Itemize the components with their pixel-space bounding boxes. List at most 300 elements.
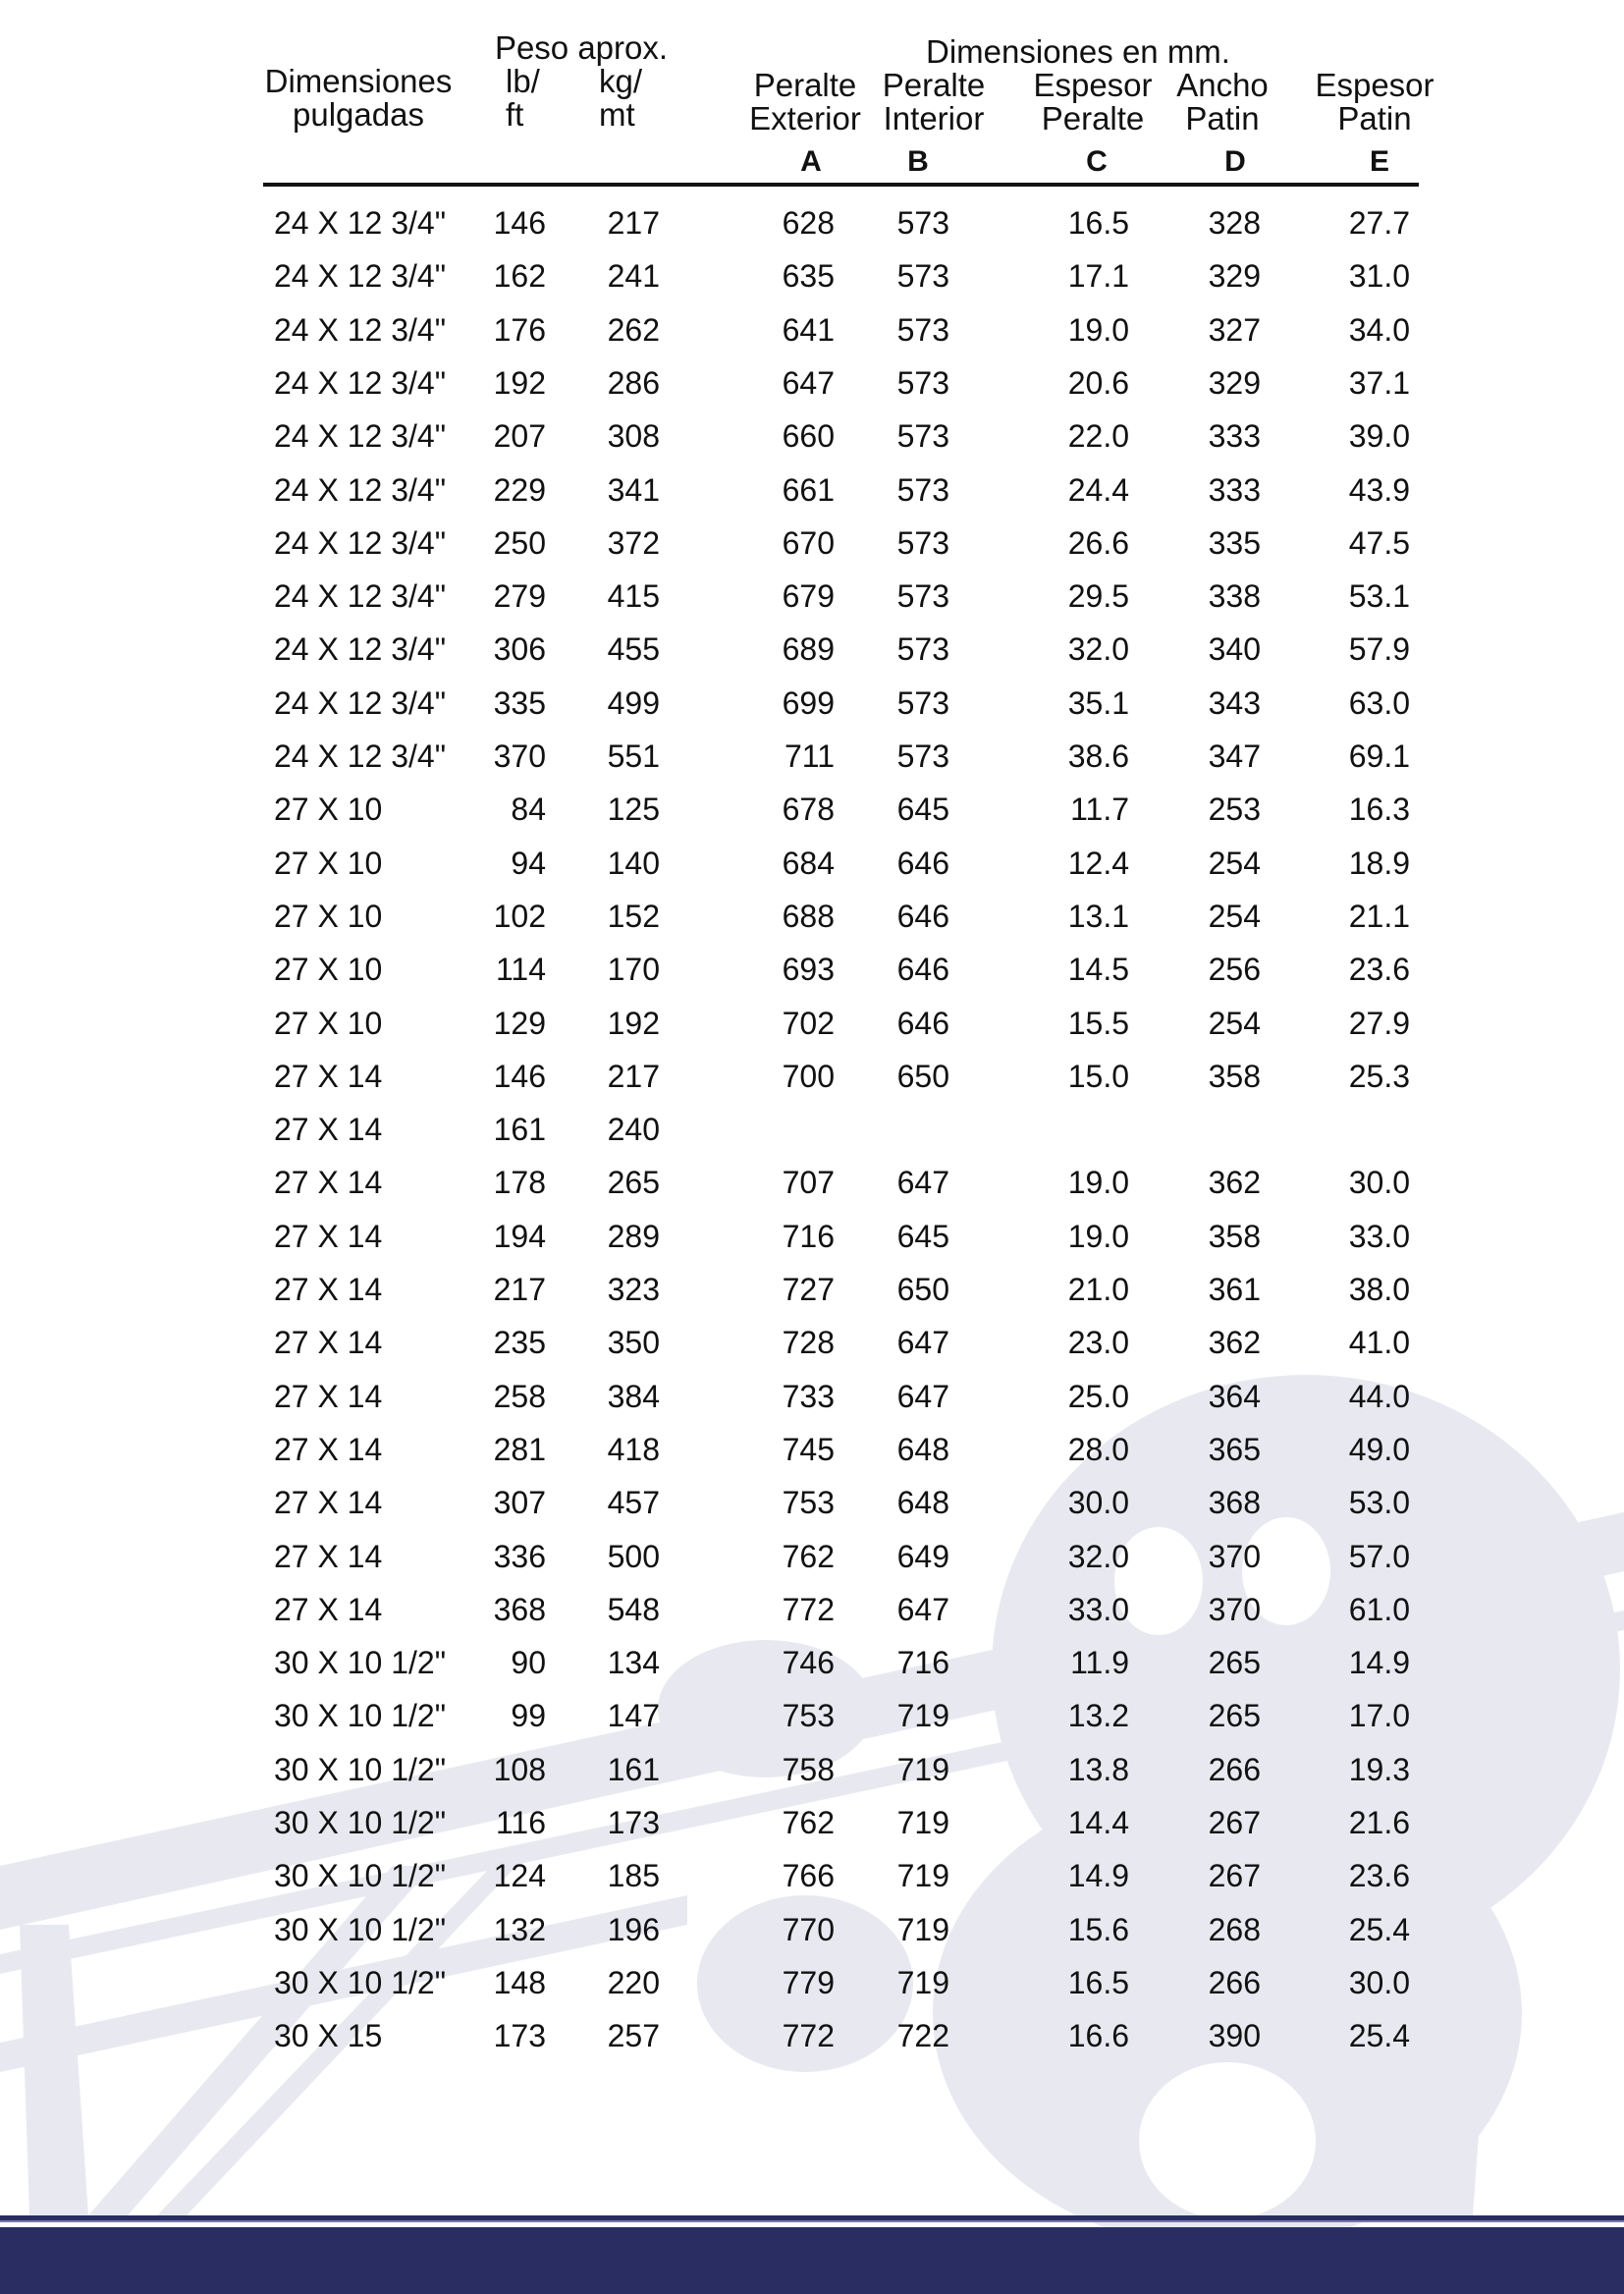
cell-espesor-patin: 43.9 — [1348, 471, 1410, 508]
footer-band — [0, 2227, 1624, 2294]
cell-kg-mt: 241 — [607, 258, 660, 295]
header-lb-ft: lb/ ft — [506, 63, 540, 133]
header-col-a: Peralte Exterior — [749, 67, 861, 137]
table-row — [0, 1590, 1624, 1643]
table-row — [0, 1057, 1624, 1110]
cell-ancho-patin: 364 — [1208, 1378, 1261, 1414]
footer-line-accent — [0, 2220, 1624, 2222]
cell-kg-mt: 289 — [607, 1218, 660, 1254]
cell-kg-mt: 350 — [607, 1325, 660, 1361]
cell-espesor-patin: 57.0 — [1348, 1538, 1410, 1574]
cell-kg-mt: 286 — [607, 364, 660, 401]
cell-peralte-interior: 646 — [896, 1005, 949, 1041]
cell-ancho-patin: 329 — [1208, 364, 1261, 401]
cell-espesor-peralte: 17.1 — [1067, 258, 1129, 295]
cell-peralte-interior: 573 — [896, 364, 949, 401]
cell-lb-ft: 250 — [493, 524, 546, 561]
table-row — [0, 1696, 1624, 1749]
cell-ancho-patin: 254 — [1208, 1005, 1261, 1041]
cell-dimension: 30 X 10 1/2" — [274, 1751, 447, 1787]
cell-espesor-peralte: 26.6 — [1067, 524, 1129, 561]
cell-peralte-exterior: 733 — [782, 1378, 835, 1414]
cell-peralte-interior: 650 — [896, 1058, 949, 1094]
table-row — [0, 790, 1624, 843]
cell-lb-ft: 94 — [511, 845, 546, 881]
cell-lb-ft: 162 — [493, 258, 546, 295]
cell-dimension: 30 X 10 1/2" — [274, 1964, 447, 2000]
cell-dimension: 27 X 14 — [274, 1485, 383, 1521]
cell-kg-mt: 308 — [607, 418, 660, 455]
cell-peralte-interior: 645 — [896, 792, 949, 828]
cell-espesor-patin: 25.4 — [1348, 1911, 1410, 1947]
cell-peralte-interior: 573 — [896, 258, 949, 295]
cell-ancho-patin: 254 — [1208, 898, 1261, 934]
cell-kg-mt: 548 — [607, 1591, 660, 1627]
table-row — [0, 1750, 1624, 1803]
cell-peralte-interior: 719 — [896, 1805, 949, 1840]
header-dimensiones-pulgadas: Dimensiones pulgadas — [264, 63, 453, 133]
table-row — [0, 1270, 1624, 1323]
cell-dimension: 27 X 10 — [274, 845, 383, 881]
cell-espesor-patin: 34.0 — [1348, 311, 1410, 348]
cell-peralte-interior: 647 — [896, 1591, 949, 1627]
cell-dimension: 30 X 10 1/2" — [274, 1698, 447, 1734]
header-col-b: Peralte Interior — [882, 67, 986, 137]
cell-lb-ft: 207 — [493, 418, 546, 455]
cell-kg-mt: 220 — [607, 1964, 660, 2000]
table-row — [0, 1377, 1624, 1430]
cell-espesor-patin: 19.3 — [1348, 1751, 1410, 1787]
cell-espesor-peralte: 15.6 — [1067, 1911, 1129, 1947]
cell-ancho-patin: 254 — [1208, 845, 1261, 881]
cell-peralte-interior: 648 — [896, 1485, 949, 1521]
cell-espesor-peralte: 11.7 — [1070, 792, 1129, 828]
cell-espesor-patin: 25.4 — [1348, 2018, 1410, 2054]
cell-espesor-patin: 69.1 — [1348, 738, 1410, 774]
cell-kg-mt: 217 — [607, 1058, 660, 1094]
cell-peralte-interior: 716 — [896, 1645, 949, 1681]
cell-dimension: 27 X 14 — [274, 1591, 383, 1627]
cell-lb-ft: 148 — [493, 1964, 546, 2000]
cell-lb-ft: 281 — [493, 1431, 546, 1467]
cell-espesor-peralte: 16.5 — [1067, 1964, 1129, 2000]
cell-peralte-exterior: 762 — [782, 1805, 835, 1840]
cell-dimension: 27 X 10 — [274, 952, 383, 988]
cell-lb-ft: 116 — [495, 1805, 546, 1840]
cell-ancho-patin: 343 — [1208, 684, 1261, 721]
cell-dimension: 30 X 10 1/2" — [274, 1805, 447, 1840]
cell-peralte-exterior: 746 — [782, 1645, 835, 1681]
table-row — [0, 523, 1624, 576]
cell-peralte-exterior: 678 — [782, 792, 835, 828]
cell-peralte-interior: 647 — [896, 1165, 949, 1201]
cell-lb-ft: 336 — [493, 1538, 546, 1574]
cell-kg-mt: 323 — [607, 1272, 660, 1307]
cell-peralte-exterior: 688 — [782, 898, 835, 934]
cell-kg-mt: 415 — [607, 578, 660, 615]
cell-peralte-exterior: 647 — [782, 364, 835, 401]
cell-peralte-interior: 650 — [896, 1272, 949, 1307]
cell-peralte-interior: 648 — [896, 1431, 949, 1467]
table-row — [0, 1963, 1624, 2016]
cell-espesor-patin: 18.9 — [1348, 845, 1410, 881]
cell-espesor-peralte: 19.0 — [1067, 1218, 1129, 1254]
cell-peralte-exterior: 753 — [782, 1485, 835, 1521]
cell-lb-ft: 108 — [493, 1751, 546, 1787]
cell-lb-ft: 279 — [493, 578, 546, 615]
cell-espesor-patin: 14.9 — [1348, 1645, 1410, 1681]
cell-espesor-peralte: 13.2 — [1067, 1698, 1129, 1734]
cell-dimension: 24 X 12 3/4" — [274, 205, 447, 241]
table-row — [0, 1217, 1624, 1270]
cell-lb-ft: 335 — [493, 684, 546, 721]
cell-kg-mt: 161 — [607, 1751, 660, 1787]
table-row — [0, 256, 1624, 309]
cell-ancho-patin: 266 — [1208, 1964, 1261, 2000]
cell-espesor-peralte: 23.0 — [1067, 1325, 1129, 1361]
cell-lb-ft: 306 — [493, 631, 546, 668]
cell-kg-mt: 257 — [607, 2018, 660, 2054]
cell-peralte-interior: 573 — [896, 418, 949, 455]
cell-peralte-interior: 573 — [896, 311, 949, 348]
table-row — [0, 844, 1624, 897]
cell-peralte-exterior: 707 — [782, 1165, 835, 1201]
cell-espesor-patin: 63.0 — [1348, 684, 1410, 721]
cell-ancho-patin: 265 — [1208, 1698, 1261, 1734]
cell-espesor-patin: 39.0 — [1348, 418, 1410, 455]
cell-peralte-exterior: 693 — [782, 952, 835, 988]
cell-peralte-interior: 719 — [896, 1911, 949, 1947]
cell-kg-mt: 457 — [607, 1485, 660, 1521]
table-row — [0, 629, 1624, 683]
cell-espesor-patin: 31.0 — [1348, 258, 1410, 295]
cell-espesor-peralte: 20.6 — [1067, 364, 1129, 401]
header-letter-b: B — [907, 145, 929, 178]
cell-ancho-patin: 328 — [1208, 205, 1261, 241]
cell-kg-mt: 152 — [607, 898, 660, 934]
cell-dimension: 27 X 10 — [274, 792, 383, 828]
table-row — [0, 1856, 1624, 1909]
cell-kg-mt: 551 — [607, 738, 660, 774]
cell-ancho-patin: 338 — [1208, 578, 1261, 615]
cell-lb-ft: 176 — [493, 311, 546, 348]
cell-espesor-patin: 21.6 — [1348, 1805, 1410, 1840]
cell-espesor-patin: 16.3 — [1348, 792, 1410, 828]
cell-espesor-peralte: 16.5 — [1067, 205, 1129, 241]
cell-ancho-patin: 365 — [1208, 1431, 1261, 1467]
cell-peralte-exterior: 772 — [782, 1591, 835, 1627]
cell-peralte-exterior: 762 — [782, 1538, 835, 1574]
cell-espesor-peralte: 13.8 — [1067, 1751, 1129, 1787]
cell-lb-ft: 161 — [493, 1112, 546, 1148]
cell-espesor-peralte: 38.6 — [1067, 738, 1129, 774]
cell-kg-mt: 170 — [607, 952, 660, 988]
cell-ancho-patin: 268 — [1208, 1911, 1261, 1947]
header-letter-c: C — [1086, 145, 1108, 178]
header-col-c: Espesor Peralte — [1033, 67, 1153, 137]
cell-lb-ft: 194 — [493, 1218, 546, 1254]
cell-peralte-interior: 645 — [896, 1218, 949, 1254]
cell-espesor-patin: 49.0 — [1348, 1431, 1410, 1467]
cell-dimension: 27 X 14 — [274, 1058, 383, 1094]
cell-peralte-exterior: 711 — [784, 738, 835, 774]
cell-peralte-interior: 646 — [896, 952, 949, 988]
cell-kg-mt: 134 — [607, 1645, 660, 1681]
cell-kg-mt: 217 — [607, 205, 660, 241]
cell-espesor-peralte: 22.0 — [1067, 418, 1129, 455]
cell-peralte-interior: 646 — [896, 898, 949, 934]
table-row — [0, 737, 1624, 790]
cell-peralte-interior: 573 — [896, 578, 949, 615]
cell-dimension: 30 X 15 — [274, 2018, 383, 2054]
cell-espesor-patin: 21.1 — [1348, 898, 1410, 934]
cell-peralte-exterior: 772 — [782, 2018, 835, 2054]
cell-dimension: 27 X 14 — [274, 1431, 383, 1467]
header-kg-mt: kg/ mt — [599, 63, 643, 133]
cell-dimension: 27 X 14 — [274, 1538, 383, 1574]
cell-kg-mt: 147 — [607, 1698, 660, 1734]
cell-espesor-patin: 47.5 — [1348, 524, 1410, 561]
cell-ancho-patin: 327 — [1208, 311, 1261, 348]
cell-lb-ft: 173 — [493, 2018, 546, 2054]
header-rule — [263, 183, 1419, 187]
cell-peralte-interior: 573 — [896, 738, 949, 774]
cell-espesor-patin: 38.0 — [1348, 1272, 1410, 1307]
table-row — [0, 1483, 1624, 1536]
cell-espesor-patin: 30.0 — [1348, 1165, 1410, 1201]
cell-dimension: 24 X 12 3/4" — [274, 578, 447, 615]
cell-ancho-patin: 253 — [1208, 792, 1261, 828]
cell-lb-ft: 368 — [493, 1591, 546, 1627]
cell-peralte-exterior: 770 — [782, 1911, 835, 1947]
cell-ancho-patin: 267 — [1208, 1805, 1261, 1840]
cell-espesor-peralte: 30.0 — [1067, 1485, 1129, 1521]
cell-espesor-patin: 41.0 — [1348, 1325, 1410, 1361]
cell-peralte-interior: 649 — [896, 1538, 949, 1574]
table-row — [0, 1004, 1624, 1057]
cell-lb-ft: 229 — [493, 471, 546, 508]
cell-peralte-exterior: 727 — [782, 1272, 835, 1307]
cell-ancho-patin: 370 — [1208, 1538, 1261, 1574]
cell-kg-mt: 140 — [607, 845, 660, 881]
cell-lb-ft: 84 — [511, 792, 546, 828]
table-row — [0, 2016, 1624, 2069]
cell-dimension: 27 X 14 — [274, 1272, 383, 1307]
cell-espesor-patin: 27.9 — [1348, 1005, 1410, 1041]
cell-dimension: 27 X 10 — [274, 898, 383, 934]
cell-espesor-patin: 27.7 — [1348, 205, 1410, 241]
table-row — [0, 470, 1624, 523]
cell-kg-mt: 240 — [607, 1112, 660, 1148]
header-dimensiones-mm: Dimensiones en mm. — [926, 33, 1230, 70]
cell-peralte-exterior: 635 — [782, 258, 835, 295]
cell-espesor-peralte: 19.0 — [1067, 311, 1129, 348]
cell-lb-ft: 90 — [511, 1645, 546, 1681]
table-row — [0, 416, 1624, 469]
cell-peralte-interior: 647 — [896, 1325, 949, 1361]
cell-lb-ft: 178 — [493, 1165, 546, 1201]
cell-ancho-patin: 333 — [1208, 471, 1261, 508]
cell-dimension: 24 X 12 3/4" — [274, 364, 447, 401]
cell-espesor-peralte: 24.4 — [1067, 471, 1129, 508]
cell-espesor-peralte: 16.6 — [1067, 2018, 1129, 2054]
cell-espesor-peralte: 25.0 — [1067, 1378, 1129, 1414]
cell-espesor-peralte: 33.0 — [1067, 1591, 1129, 1627]
cell-peralte-exterior: 702 — [782, 1005, 835, 1041]
cell-ancho-patin: 329 — [1208, 258, 1261, 295]
cell-lb-ft: 258 — [493, 1378, 546, 1414]
cell-lb-ft: 102 — [493, 898, 546, 934]
cell-peralte-exterior: 728 — [782, 1325, 835, 1361]
table-row — [0, 363, 1624, 416]
cell-espesor-peralte: 15.0 — [1067, 1058, 1129, 1094]
cell-peralte-exterior: 641 — [782, 311, 835, 348]
cell-dimension: 27 X 14 — [274, 1325, 383, 1361]
cell-peralte-exterior: 689 — [782, 631, 835, 668]
cell-ancho-patin: 265 — [1208, 1645, 1261, 1681]
cell-kg-mt: 372 — [607, 524, 660, 561]
cell-dimension: 27 X 10 — [274, 1005, 383, 1041]
cell-ancho-patin: 266 — [1208, 1751, 1261, 1787]
cell-ancho-patin: 362 — [1208, 1165, 1261, 1201]
cell-peralte-interior: 719 — [896, 1698, 949, 1734]
cell-ancho-patin: 390 — [1208, 2018, 1261, 2054]
cell-peralte-exterior: 660 — [782, 418, 835, 455]
cell-dimension: 24 X 12 3/4" — [274, 684, 447, 721]
cell-peralte-exterior: 684 — [782, 845, 835, 881]
cell-dimension: 24 X 12 3/4" — [274, 631, 447, 668]
cell-peralte-interior: 722 — [896, 2018, 949, 2054]
cell-kg-mt: 455 — [607, 631, 660, 668]
table-row — [0, 1110, 1624, 1163]
table-row — [0, 1163, 1624, 1216]
cell-peralte-exterior: 670 — [782, 524, 835, 561]
cell-lb-ft: 114 — [495, 952, 546, 988]
cell-peralte-exterior: 628 — [782, 205, 835, 241]
cell-ancho-patin: 358 — [1208, 1058, 1261, 1094]
cell-ancho-patin: 361 — [1208, 1272, 1261, 1307]
cell-espesor-peralte: 12.4 — [1067, 845, 1129, 881]
cell-ancho-patin: 340 — [1208, 631, 1261, 668]
cell-espesor-peralte: 14.4 — [1067, 1805, 1129, 1840]
cell-kg-mt: 384 — [607, 1378, 660, 1414]
cell-peralte-exterior: 753 — [782, 1698, 835, 1734]
cell-dimension: 24 X 12 3/4" — [274, 258, 447, 295]
header-col-d: Ancho Patin — [1176, 67, 1269, 137]
cell-lb-ft: 235 — [493, 1325, 546, 1361]
cell-peralte-interior: 573 — [896, 631, 949, 668]
cell-dimension: 24 X 12 3/4" — [274, 524, 447, 561]
cell-espesor-peralte: 32.0 — [1067, 631, 1129, 668]
table-row — [0, 576, 1624, 629]
table-row — [0, 1430, 1624, 1483]
cell-espesor-patin: 61.0 — [1348, 1591, 1410, 1627]
cell-peralte-exterior: 679 — [782, 578, 835, 615]
cell-espesor-peralte: 14.5 — [1067, 952, 1129, 988]
cell-lb-ft: 370 — [493, 738, 546, 774]
cell-espesor-patin: 44.0 — [1348, 1378, 1410, 1414]
cell-peralte-interior: 573 — [896, 471, 949, 508]
cell-kg-mt: 500 — [607, 1538, 660, 1574]
cell-espesor-patin: 53.0 — [1348, 1485, 1410, 1521]
cell-dimension: 27 X 14 — [274, 1218, 383, 1254]
cell-espesor-peralte: 11.9 — [1070, 1645, 1129, 1681]
cell-espesor-patin: 23.6 — [1348, 1858, 1410, 1894]
cell-kg-mt: 185 — [607, 1858, 660, 1894]
cell-espesor-peralte: 15.5 — [1067, 1005, 1129, 1041]
cell-dimension: 30 X 10 1/2" — [274, 1911, 447, 1947]
cell-ancho-patin: 368 — [1208, 1485, 1261, 1521]
cell-dimension: 27 X 14 — [274, 1378, 383, 1414]
table-row — [0, 1643, 1624, 1696]
cell-peralte-exterior: 766 — [782, 1858, 835, 1894]
cell-dimension: 24 X 12 3/4" — [274, 471, 447, 508]
cell-espesor-peralte: 35.1 — [1067, 684, 1129, 721]
cell-espesor-patin: 25.3 — [1348, 1058, 1410, 1094]
table-row — [0, 203, 1624, 256]
header-col-e: Espesor Patin — [1315, 67, 1435, 137]
cell-kg-mt: 196 — [607, 1911, 660, 1947]
cell-lb-ft: 217 — [493, 1272, 546, 1307]
cell-kg-mt: 418 — [607, 1431, 660, 1467]
cell-espesor-patin: 23.6 — [1348, 952, 1410, 988]
table-row — [0, 897, 1624, 950]
cell-peralte-exterior: 745 — [782, 1431, 835, 1467]
cell-peralte-exterior: 716 — [782, 1218, 835, 1254]
cell-espesor-patin: 33.0 — [1348, 1218, 1410, 1254]
cell-lb-ft: 99 — [511, 1698, 546, 1734]
cell-peralte-interior: 573 — [896, 684, 949, 721]
cell-kg-mt: 265 — [607, 1165, 660, 1201]
cell-espesor-patin: 30.0 — [1348, 1964, 1410, 2000]
cell-ancho-patin: 335 — [1208, 524, 1261, 561]
cell-ancho-patin: 256 — [1208, 952, 1261, 988]
cell-dimension: 30 X 10 1/2" — [274, 1645, 447, 1681]
cell-espesor-patin: 53.1 — [1348, 578, 1410, 615]
cell-lb-ft: 129 — [493, 1005, 546, 1041]
cell-ancho-patin: 267 — [1208, 1858, 1261, 1894]
cell-lb-ft: 146 — [493, 1058, 546, 1094]
header-letter-d: D — [1224, 145, 1246, 178]
cell-kg-mt: 499 — [607, 684, 660, 721]
cell-peralte-exterior: 758 — [782, 1751, 835, 1787]
table-row — [0, 950, 1624, 1003]
cell-espesor-peralte: 13.1 — [1067, 898, 1129, 934]
cell-espesor-patin: 37.1 — [1348, 364, 1410, 401]
table-row — [0, 1537, 1624, 1590]
cell-espesor-peralte: 29.5 — [1067, 578, 1129, 615]
cell-ancho-patin: 362 — [1208, 1325, 1261, 1361]
header-peso-aprox: Peso aprox. — [494, 29, 669, 66]
cell-peralte-interior: 573 — [896, 205, 949, 241]
cell-dimension: 27 X 14 — [274, 1165, 383, 1201]
table-row — [0, 310, 1624, 363]
cell-espesor-peralte: 14.9 — [1067, 1858, 1129, 1894]
cell-peralte-interior: 719 — [896, 1751, 949, 1787]
cell-peralte-interior: 719 — [896, 1858, 949, 1894]
cell-espesor-peralte: 19.0 — [1067, 1165, 1129, 1201]
table-row — [0, 683, 1624, 737]
cell-ancho-patin: 347 — [1208, 738, 1261, 774]
header-letter-e: E — [1369, 145, 1390, 178]
cell-espesor-patin: 17.0 — [1348, 1698, 1410, 1734]
table-row — [0, 1910, 1624, 1963]
cell-kg-mt: 341 — [607, 471, 660, 508]
cell-peralte-interior: 647 — [896, 1378, 949, 1414]
cell-dimension: 27 X 14 — [274, 1112, 383, 1148]
cell-peralte-interior: 646 — [896, 845, 949, 881]
cell-dimension: 24 X 12 3/4" — [274, 738, 447, 774]
